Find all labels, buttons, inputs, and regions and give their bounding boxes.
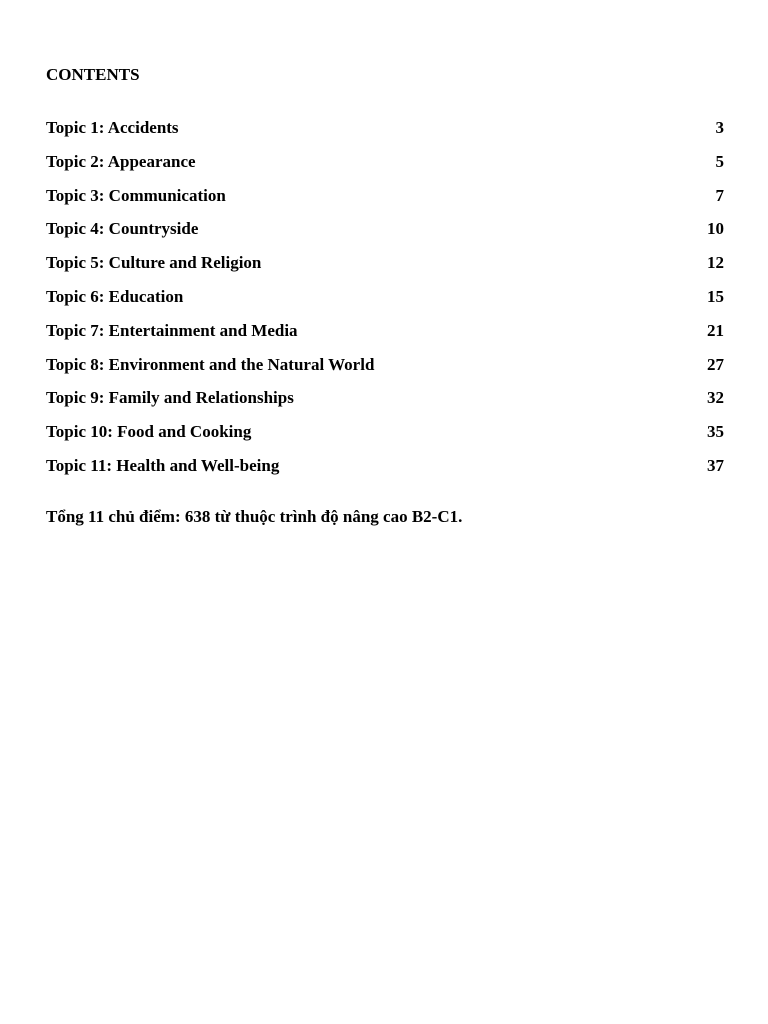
toc-entry-page: 7 [715,185,724,205]
summary-text: Tổng 11 chủ điểm: 638 từ thuộc trình độ nâng cao B2-C1. [46,507,463,526]
toc-entry [46,253,724,287]
toc-entry [46,219,724,253]
toc-entry [46,355,724,389]
toc-entry-page: 27 [707,354,724,374]
toc-entry [46,152,724,186]
toc-entry-title: Topic 4: Countryside [46,219,199,239]
toc-entry-page: 3 [715,118,724,137]
toc-entry-page: 12 [707,253,724,273]
toc-entry-page: 32 [707,388,724,408]
toc-entry-title: Topic 9: Family and Relationships [46,388,294,408]
toc-entry-title: Topic 7: Entertainment and Media [46,320,298,340]
contents-heading: CONTENTS [46,65,140,84]
toc-entry [46,118,724,152]
toc-entry-page: 5 [715,151,724,171]
toc-entry-title: Topic 2: Appearance [46,151,196,171]
toc-entry-title: Topic 3: Communication [46,185,226,205]
toc-entry-page: 21 [707,320,724,340]
toc-entry-title: Topic 10: Food and Cooking [46,422,252,442]
toc-entry [46,422,724,456]
toc-entry-title: Topic 1: Accidents [46,118,179,137]
toc-entry [46,388,724,422]
toc-entry-title: Topic 5: Culture and Religion [46,253,262,273]
toc-entry-page: 15 [707,286,724,306]
toc-entry [46,456,724,490]
toc-entry [46,321,724,355]
toc-entry [46,287,724,321]
toc-entry-title: Topic 8: Environment and the Natural World [46,354,375,374]
toc-entry-title: Topic 6: Education [46,286,184,306]
table-of-contents [46,118,724,490]
toc-entry-title: Topic 11: Health and Well-being [46,455,280,475]
toc-entry-page: 35 [707,422,724,442]
toc-entry-page: 10 [707,219,724,239]
toc-entry [46,186,724,220]
toc-entry-page: 37 [707,455,724,475]
